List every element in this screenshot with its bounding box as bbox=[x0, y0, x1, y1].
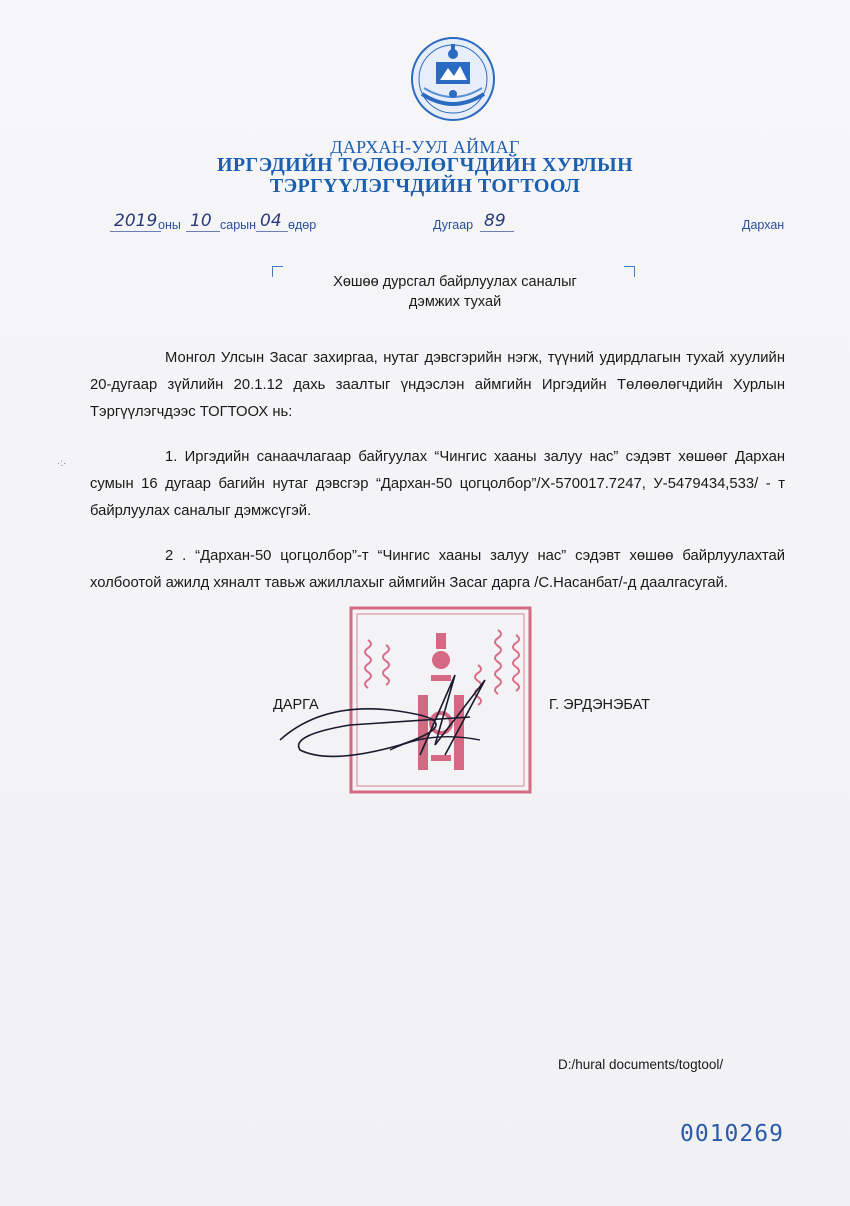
number-label: Дугаар bbox=[433, 218, 474, 232]
handwritten-signature-icon bbox=[270, 655, 510, 775]
state-emblem-icon bbox=[410, 36, 496, 122]
date-day-suffix: өдөр bbox=[288, 218, 317, 232]
subject-line-2: дэмжих тухай bbox=[408, 294, 502, 310]
place-name: Дархан bbox=[742, 218, 785, 232]
document-number: 89 bbox=[480, 211, 514, 232]
subject-title bbox=[280, 272, 630, 312]
date-month: 10 bbox=[186, 211, 220, 232]
file-path: D:/hural documents/togtool/ bbox=[558, 1057, 724, 1072]
preamble-paragraph: Монгол Улсын Засаг захиргаа, нутаг дэвсгэрийн нэгж, түүний удирдлагын тухай хуулийн 20-дугаар зүйлийн 20.1.12 дахь заалтыг үндэслэн аймгийн Иргэдийн Төлөөлөгчдийн Хурлын Тэргүүлэгчдээс ТОГТООХ нь: bbox=[90, 350, 785, 420]
resolution-item-2: 2 . “Дархан-50 цогцолбор”-т “Чингис хааны залуу нас” сэдэвт хөшөө байрлуулахтай холбоотой ажилд хяналт тавьж ажиллахыг аймгийн Засаг дарга /С.Насанбат/-д даалгасугай. bbox=[90, 548, 785, 591]
serial-number: 0010269 bbox=[680, 1121, 784, 1147]
resolution-item-1: 1. Иргэдийн санаачлагаар байгуулах “Чингис хааны залуу нас” сэдэвт хөшөөг Дархан сумын 16 дугаар багийн нутаг дэвсгэр “Дархан-50 цогцолбор”/Х-570017.7247, У-5479434,533/ - т байрлуулах саналыг дэмжсүгэй. bbox=[90, 449, 785, 519]
document-type-title: ТЭРГҮҮЛЭГЧДИЙН ТОГТООЛ bbox=[269, 175, 581, 197]
date-year-suffix: оны bbox=[158, 218, 181, 232]
scan-speck: ·:· bbox=[57, 458, 67, 469]
date-day: 04 bbox=[256, 211, 288, 232]
signer-name: Г. ЭРДЭНЭБАТ bbox=[549, 697, 650, 713]
council-title: ИРГЭДИЙН ТӨЛӨӨЛӨГЧДИЙН ХУРЛЫН bbox=[216, 154, 634, 176]
date-month-suffix: сарын bbox=[220, 218, 257, 232]
date-year: 2019 bbox=[110, 211, 161, 232]
region-title: ДАРХАН-УУЛ АЙМАГ bbox=[330, 137, 520, 157]
dateline bbox=[110, 206, 790, 236]
subject-line-1: Хөшөө дурсгал байрлуулах саналыг bbox=[333, 274, 577, 290]
signer-title: ДАРГА bbox=[273, 697, 319, 713]
